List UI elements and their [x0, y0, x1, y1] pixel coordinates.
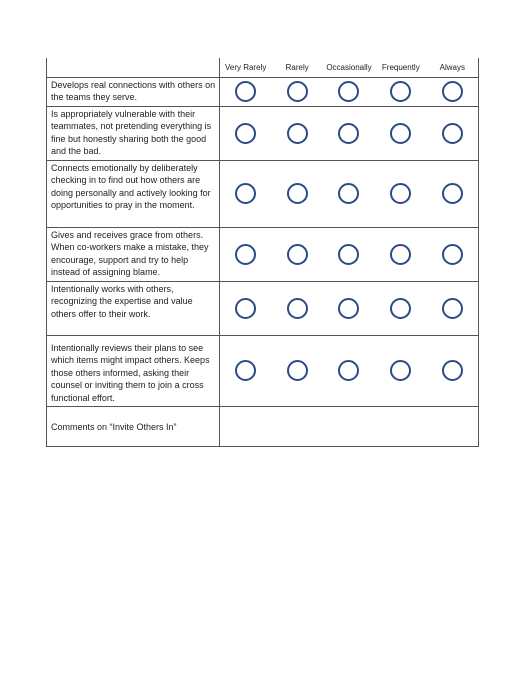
- option-cell: [375, 335, 427, 407]
- radio-occasionally[interactable]: [338, 244, 359, 265]
- comments-cell: [220, 407, 479, 447]
- radio-rarely[interactable]: [287, 123, 308, 144]
- radio-very-rarely[interactable]: [235, 183, 256, 204]
- option-cell: [220, 281, 272, 335]
- option-cell: [427, 227, 479, 281]
- radio-very-rarely[interactable]: [235, 298, 256, 319]
- option-cell: [375, 227, 427, 281]
- option-cell: [271, 160, 323, 227]
- option-cell: [323, 77, 375, 106]
- radio-rarely[interactable]: [287, 183, 308, 204]
- radio-very-rarely[interactable]: [235, 81, 256, 102]
- option-cell: [220, 160, 272, 227]
- radio-frequently[interactable]: [390, 123, 411, 144]
- option-cell: [271, 281, 323, 335]
- comments-label: Comments on “Invite Others In”: [47, 407, 220, 447]
- radio-frequently[interactable]: [390, 244, 411, 265]
- option-cell: [220, 77, 272, 106]
- item-label: Intentionally works with others, recognizing the expertise and value others offer to their work.: [47, 281, 220, 335]
- option-cell: [271, 335, 323, 407]
- radio-always[interactable]: [442, 183, 463, 204]
- option-cell: [375, 160, 427, 227]
- radio-rarely[interactable]: [287, 244, 308, 265]
- option-cell: [220, 335, 272, 407]
- radio-very-rarely[interactable]: [235, 123, 256, 144]
- option-cell: [323, 335, 375, 407]
- option-cell: [271, 77, 323, 106]
- comments-input[interactable]: [220, 408, 478, 446]
- radio-always[interactable]: [442, 298, 463, 319]
- radio-always[interactable]: [442, 360, 463, 381]
- option-cell: [427, 77, 479, 106]
- radio-frequently[interactable]: [390, 298, 411, 319]
- column-header-always: Always: [427, 58, 479, 77]
- radio-always[interactable]: [442, 244, 463, 265]
- option-cell: [323, 281, 375, 335]
- radio-frequently[interactable]: [390, 183, 411, 204]
- option-cell: [427, 281, 479, 335]
- item-label: Connects emotionally by deliberately checking in to find out how others are doing personally and actively looking for opportunities to pray in the moment.: [47, 160, 220, 227]
- radio-occasionally[interactable]: [338, 298, 359, 319]
- column-header-very-rarely: Very Rarely: [220, 58, 272, 77]
- item-label: Intentionally reviews their plans to see which items might impact others. Keeps those others informed, asking their counsel or inviting them to join a cross functional effort.: [47, 335, 220, 407]
- table-row: [47, 160, 479, 227]
- option-cell: [375, 77, 427, 106]
- option-cell: [323, 227, 375, 281]
- table-row: [47, 106, 479, 160]
- comments-row: [47, 407, 479, 447]
- radio-frequently[interactable]: [390, 360, 411, 381]
- radio-rarely[interactable]: [287, 360, 308, 381]
- option-cell: [323, 160, 375, 227]
- header-blank-cell: [47, 58, 220, 77]
- radio-occasionally[interactable]: [338, 360, 359, 381]
- option-cell: [375, 106, 427, 160]
- table-row: [47, 281, 479, 335]
- option-cell: [427, 160, 479, 227]
- item-label: Gives and receives grace from others. When co-workers make a mistake, they encourage, support and try to help instead of assigning blame.: [47, 227, 220, 281]
- radio-occasionally[interactable]: [338, 81, 359, 102]
- radio-very-rarely[interactable]: [235, 244, 256, 265]
- column-header-rarely: Rarely: [271, 58, 323, 77]
- column-header-frequently: Frequently: [375, 58, 427, 77]
- option-cell: [375, 281, 427, 335]
- radio-rarely[interactable]: [287, 298, 308, 319]
- column-header-occasionally: Occasionally: [323, 58, 375, 77]
- table-row: [47, 77, 479, 106]
- radio-occasionally[interactable]: [338, 183, 359, 204]
- table-row: [47, 335, 479, 407]
- option-cell: [271, 227, 323, 281]
- option-cell: [220, 227, 272, 281]
- table-row: [47, 227, 479, 281]
- option-cell: [220, 106, 272, 160]
- radio-rarely[interactable]: [287, 81, 308, 102]
- radio-always[interactable]: [442, 81, 463, 102]
- radio-frequently[interactable]: [390, 81, 411, 102]
- radio-occasionally[interactable]: [338, 123, 359, 144]
- column-header-row: [47, 58, 479, 77]
- item-label: Develops real connections with others on the teams they serve.: [47, 77, 220, 106]
- option-cell: [271, 106, 323, 160]
- option-cell: [427, 106, 479, 160]
- option-cell: [427, 335, 479, 407]
- item-label: Is appropriately vulnerable with their teammates, not pretending everything is fine but honestly sharing both the good and the bad.: [47, 106, 220, 160]
- rating-table: [46, 58, 479, 447]
- option-cell: [323, 106, 375, 160]
- radio-always[interactable]: [442, 123, 463, 144]
- radio-very-rarely[interactable]: [235, 360, 256, 381]
